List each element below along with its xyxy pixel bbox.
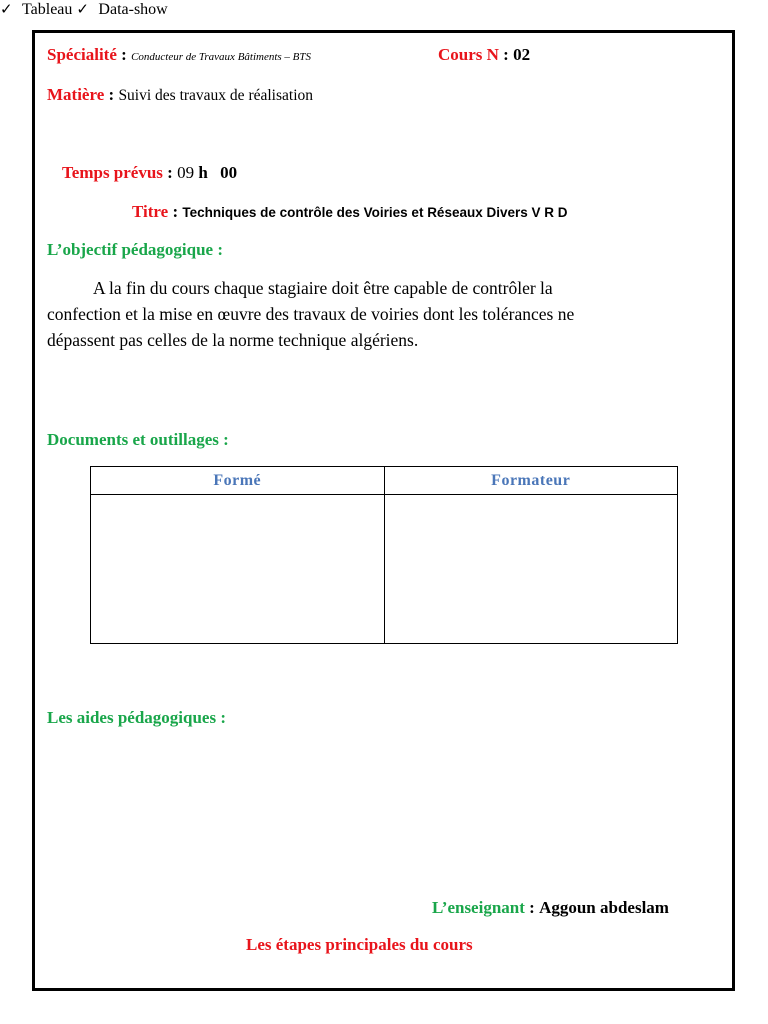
etapes-title: Les étapes principales du cours [246, 935, 473, 954]
titre-separator: : [172, 202, 179, 221]
column-header-forme: Formé [91, 467, 385, 495]
temps-minutes: 00 [220, 163, 238, 182]
enseignant-separator: : [529, 898, 535, 917]
titre-label: Titre [132, 202, 169, 221]
temps-h: h [198, 163, 208, 182]
specialite-label: Spécialité [47, 45, 117, 64]
cours-separator: : [503, 45, 509, 64]
titre-line [132, 202, 568, 222]
table-cell-formateur [384, 495, 678, 644]
aide-item-label: Tableau [22, 1, 73, 18]
objectif-heading: L’objectif pédagogique : [47, 240, 223, 259]
temps-label: Temps prévus [62, 163, 163, 182]
objectif-line-2: confection et la mise en œuvre des travaux de voiries dont les tolérances ne [47, 304, 575, 324]
cours-label: Cours N [438, 45, 499, 64]
table-row [91, 495, 678, 644]
temps-line [62, 163, 237, 183]
matiere-label: Matière [47, 85, 105, 104]
cours-line [438, 45, 530, 65]
aides-heading: Les aides pédagogiques : [47, 708, 226, 727]
objectif-paragraph [47, 275, 687, 353]
enseignant-label: L’enseignant [432, 898, 525, 917]
documents-heading: Documents et outillages : [47, 430, 229, 449]
list-item [0, 1, 76, 18]
specialite-separator: : [121, 45, 127, 64]
temps-hours: 09 [177, 163, 195, 182]
objectif-line-3: dépassent pas celles de la norme technique algériens. [47, 330, 419, 350]
matiere-line [47, 85, 313, 105]
aides-list [0, 0, 768, 19]
checkmark-icon: ✓ [76, 0, 89, 18]
matiere-value: Suivi des travaux de réalisation [118, 87, 313, 104]
table-cell-forme [91, 495, 385, 644]
list-item [76, 1, 167, 18]
enseignant-line [432, 898, 669, 918]
objectif-line-1: A la fin du cours chaque stagiaire doit être capable de contrôler la [93, 278, 553, 298]
matiere-separator: : [108, 85, 115, 104]
temps-separator: : [167, 163, 173, 182]
enseignant-name: Aggoun abdeslam [539, 898, 669, 917]
specialite-value: Conducteur de Travaux Bâtiments – BTS [131, 51, 312, 63]
checkmark-icon: ✓ [0, 0, 13, 18]
titre-value: Techniques de contrôle des Voiries et Réseaux Divers V R D [182, 205, 568, 220]
aide-item-label: Data-show [98, 1, 168, 18]
column-header-formateur: Formateur [384, 467, 678, 495]
specialite-line [47, 45, 311, 65]
table-header-row [91, 467, 678, 495]
cours-value: 02 [513, 45, 531, 64]
documents-table [90, 466, 678, 644]
